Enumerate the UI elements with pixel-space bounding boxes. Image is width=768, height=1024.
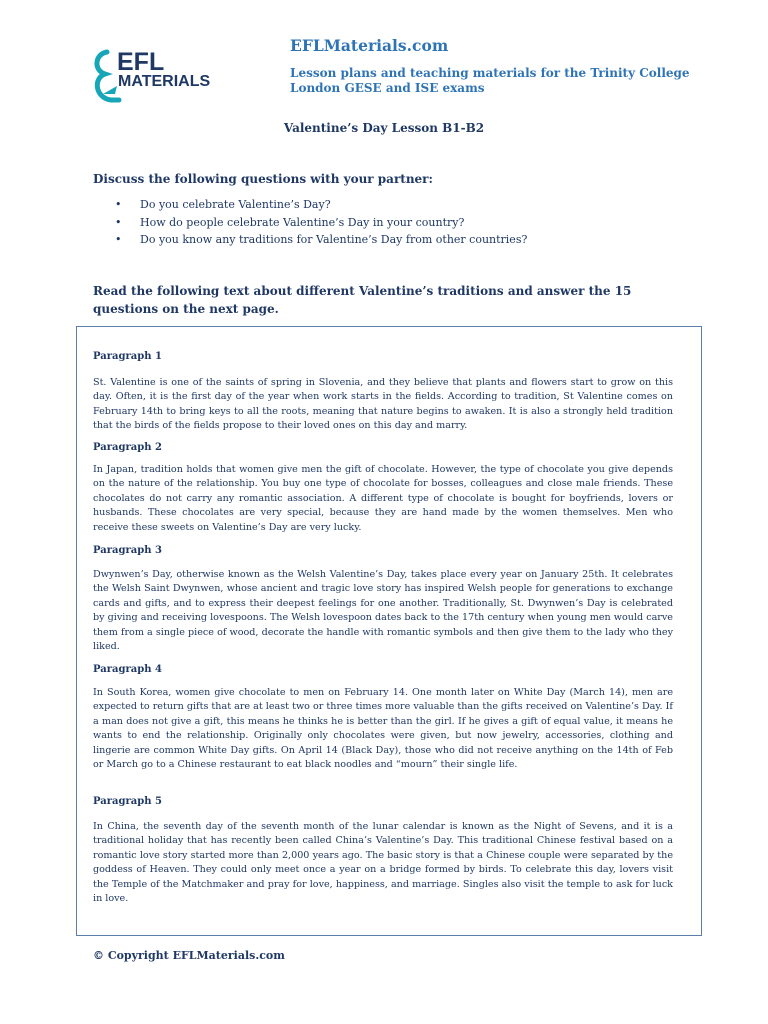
paragraph-label: Paragraph 3 bbox=[93, 545, 162, 556]
discussion-question bbox=[93, 214, 527, 232]
site-tagline: Lesson plans and teaching materials for the Trinity College London GESE and ISE exams bbox=[290, 66, 690, 95]
paragraph-text: In South Korea, women give chocolate to men on February 14. One month later on White Day (March 14), men are expected to return gifts that are at least two or three times more valuable than the gifts received on Valentine’s Day. If a man does not give a gift, this means he thinks he is better than the girl. If he gives a gift of equal value, it means he wants to end the relationship. Originally only chocolates were given, but now jewelry, accessories, clothing and lingerie are common White Day gifts. On April 14 (Black Day), those who did not receive anything on the 14th of Feb or March go to a Chinese restaurant to eat black noodles and “mourn” their single life. bbox=[93, 687, 673, 771]
efl-materials-logo bbox=[93, 44, 218, 106]
bullet-icon: • bbox=[115, 198, 122, 211]
question-text: Do you celebrate Valentine’s Day? bbox=[140, 198, 331, 211]
question-text: How do people celebrate Valentine’s Day in your country? bbox=[140, 215, 465, 229]
paragraph-label: Paragraph 4 bbox=[93, 664, 162, 675]
paragraph-text: In Japan, tradition holds that women give men the gift of chocolate. However, the type of chocolate you give depends on the nature of the relationship. You buy one type of chocolate for bosses, colleagues and close male friends. These chocolates do not carry any romantic association. A different type of chocolate is bought for boyfriends, lovers or husbands. These chocolates are very special, because they are hand made by the women themselves. Men who receive these sweets on Valentine’s Day are very lucky. bbox=[93, 464, 673, 533]
discussion-question bbox=[93, 196, 527, 214]
paragraph-text: Dwynwen’s Day, otherwise known as the Welsh Valentine’s Day, takes place every year on January 25th. It celebrates the Welsh Saint Dwynwen, whose ancient and tragic love story has inspired Welsh people for generations to exchange cards and gifts, and to express their deepest feelings for one another. Traditionally, St. Dwynwen’s Day is celebrated by giving and receiving lovespoons. The Welsh lovespoon dates back to the 17th century when young men would carve them from a single piece of wood, decorate the handle with romantic symbols and then give them to the lady who they liked. bbox=[93, 569, 673, 653]
logo-text-materials: MATERIALS bbox=[118, 73, 211, 90]
logo-text-efl: EFL bbox=[117, 48, 165, 76]
reading-instruction: Read the following text about different Valentine’s traditions and answer the 15 questions on the next page. bbox=[93, 284, 632, 316]
discussion-heading: Discuss the following questions with your partner: bbox=[93, 172, 433, 186]
paragraph-text: St. Valentine is one of the saints of spring in Slovenia, and they believe that plants and flowers start to grow on this day. Often, it is the first day of the year when work starts in the fields. According to tradition, St Valentine comes on February 14th to bring keys to all the roots, meaning that nature begins to awaken. It is also a strongly held tradition that the birds of the fields propose to their loved ones on this day and marry. bbox=[93, 377, 673, 432]
copyright-notice: © Copyright EFLMaterials.com bbox=[93, 949, 285, 962]
discussion-question bbox=[93, 231, 527, 249]
paragraph-label: Paragraph 5 bbox=[93, 796, 162, 807]
bullet-icon: • bbox=[115, 233, 122, 246]
lesson-title: Valentine’s Day Lesson B1-B2 bbox=[283, 121, 485, 135]
bullet-icon: • bbox=[115, 215, 122, 229]
paragraph-label: Paragraph 1 bbox=[93, 351, 162, 362]
paragraph-label: Paragraph 2 bbox=[93, 442, 162, 453]
question-text: Do you know any traditions for Valentine’s Day from other countries? bbox=[140, 233, 528, 246]
paragraph-text: In China, the seventh day of the seventh month of the lunar calendar is known as the Night of Sevens, and it is a traditional holiday that has recently been called China’s Valentine’s Day. This traditional Chinese festival based on a romantic love story started more than 2,000 years ago. The basic story is that a Chinese couple were separated by the goddess of Heaven. They could only meet once a year on a bridge formed by birds. To celebrate this day, lovers visit the Temple of the Matchmaker and pray for love, happiness, and marriage. Singles also visit the temple to ask for luck in love. bbox=[93, 821, 673, 905]
site-title[interactable]: EFLMaterials.com bbox=[290, 36, 449, 55]
discussion-questions bbox=[93, 196, 527, 249]
